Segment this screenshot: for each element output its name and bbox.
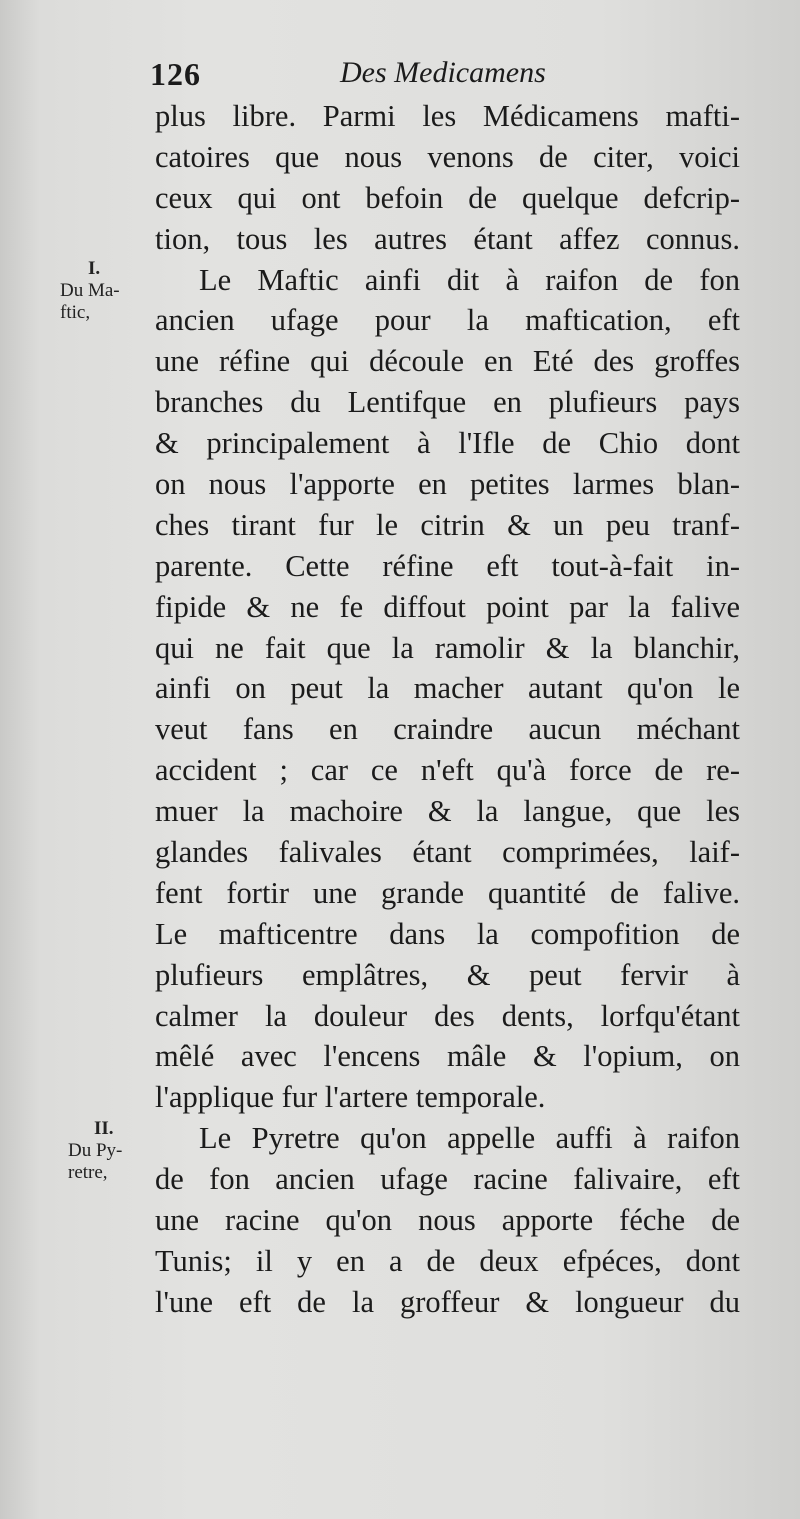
text-line: une réfine qui découle en Eté des groffes [155,344,740,379]
text-line: catoires que nous venons de citer, voici [155,139,740,174]
text-line: plufieurs emplâtres, & peut fervir à [155,957,740,992]
text-line: l'applique fur l'artere temporale. [155,1080,546,1115]
page-header [150,56,630,96]
text-line: & principalement à l'Ifle de Chio dont [155,426,740,461]
text-line: Le Pyretre qu'on appelle auffi à raifon [199,1121,740,1156]
margin-note-numeral: II. [94,1118,114,1139]
text-line: fent fortir une grande quantité de falive. [155,875,740,910]
body-text [155,96,740,1323]
text-line: Tunis; il y en a de deux efpéces, dont [155,1243,740,1278]
text-line: ainfi on peut la macher autant qu'on le [155,671,740,706]
text-line: muer la machoire & la langue, que les [155,794,740,829]
text-line: ches tirant fur le citrin & un peu tranf- [155,507,740,542]
text-line: parente. Cette réfine eft tout-à-fait in- [155,548,740,583]
margin-note-pyretre [68,1118,158,1184]
margin-note-line: retre, [68,1162,108,1183]
margin-note-mastic [60,258,150,324]
text-line: calmer la douleur des dents, lorfqu'étant [155,998,740,1033]
text-line: branches du Lentifque en plufieurs pays [155,385,740,420]
margin-note-numeral: I. [88,258,101,279]
margin-note-line: Du Py- [68,1140,123,1161]
text-line: de fon ancien ufage racine falivaire, eft [155,1162,740,1197]
margin-note-line: ftic, [60,302,91,323]
text-line: Le Maftic ainfi dit à raifon de fon [199,262,740,297]
text-line: Le mafticentre dans la compofition de [155,916,740,951]
text-line: qui ne fait que la ramolir & la blanchir, [155,630,740,665]
margin-note-line: Du Ma- [60,280,120,301]
text-line: fipide & ne fe diffout point par la falive [155,589,740,624]
text-line: l'une eft de la groffeur & longueur du [155,1284,740,1319]
page-number: 126 [150,56,201,92]
text-line: ancien ufage pour la maftication, eft [155,303,740,338]
text-line: une racine qu'on nous apporte féche de [155,1203,740,1238]
text-line: mêlé avec l'encens mâle & l'opium, on [155,1039,740,1074]
text-line: ceux qui ont befoin de quelque defcrip- [155,180,740,215]
text-line: plus libre. Parmi les Médicamens mafti- [155,99,740,133]
text-line: veut fans en craindre aucun méchant [155,712,740,747]
running-head: Des Medicamens [340,56,546,89]
text-line: glandes falivales étant comprimées, laif- [155,835,740,870]
text-line: tion, tous les autres étant affez connus. [155,221,740,256]
text-line: accident ; car ce n'eft qu'à force de re- [155,753,740,788]
text-line: on nous l'apporte en petites larmes blan- [155,467,740,502]
